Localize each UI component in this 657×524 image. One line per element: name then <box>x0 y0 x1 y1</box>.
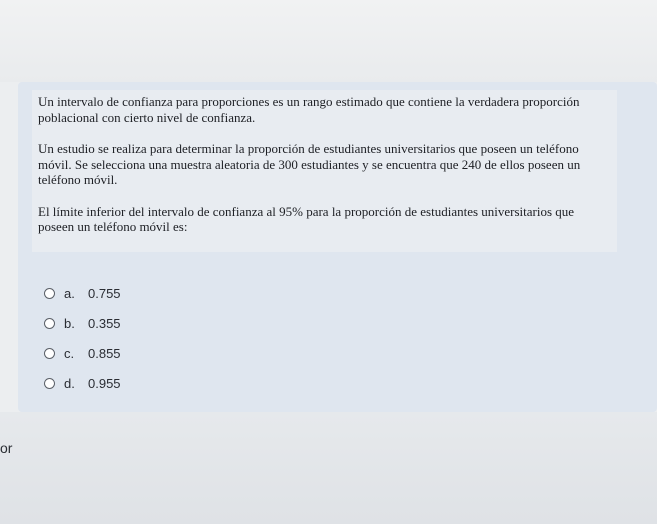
question-paragraph-definition: Un intervalo de confianza para proporciones es un rango estimado que contiene la verdadera proporción poblacional con cierto nivel de confianza. <box>38 94 580 125</box>
top-background <box>0 0 657 82</box>
question-stem <box>32 90 617 252</box>
option-c[interactable] <box>44 338 121 368</box>
option-value: 0.355 <box>88 315 121 331</box>
edge-text-fragment: or <box>0 440 13 456</box>
option-letter: b. <box>64 315 75 331</box>
radio-option-c[interactable] <box>44 348 55 359</box>
option-letter: c. <box>64 345 75 361</box>
option-d[interactable] <box>44 368 121 398</box>
option-b[interactable] <box>44 308 121 338</box>
option-a[interactable] <box>44 278 121 308</box>
option-value: 0.755 <box>88 285 121 301</box>
answer-options <box>44 278 121 398</box>
radio-option-b[interactable] <box>44 318 55 329</box>
option-value: 0.855 <box>88 345 121 361</box>
option-letter: a. <box>64 285 75 301</box>
radio-option-a[interactable] <box>44 288 55 299</box>
question-card <box>18 82 657 412</box>
option-value: 0.955 <box>88 375 121 391</box>
lower-background <box>0 412 657 524</box>
option-letter: d. <box>64 375 75 391</box>
question-paragraph-prompt: El límite inferior del intervalo de confianza al 95% para la proporción de estudiantes universitarios que poseen un teléfono móvil es: <box>38 203 575 234</box>
question-paragraph-study: Un estudio se realiza para determinar la proporción de estudiantes universitarios que poseen un teléfono móvil. Se selecciona una muestra aleatoria de 300 estudiantes y se encuentra que 240 de ellos poseen un teléfono móvil. <box>38 141 581 187</box>
radio-option-d[interactable] <box>44 378 55 389</box>
